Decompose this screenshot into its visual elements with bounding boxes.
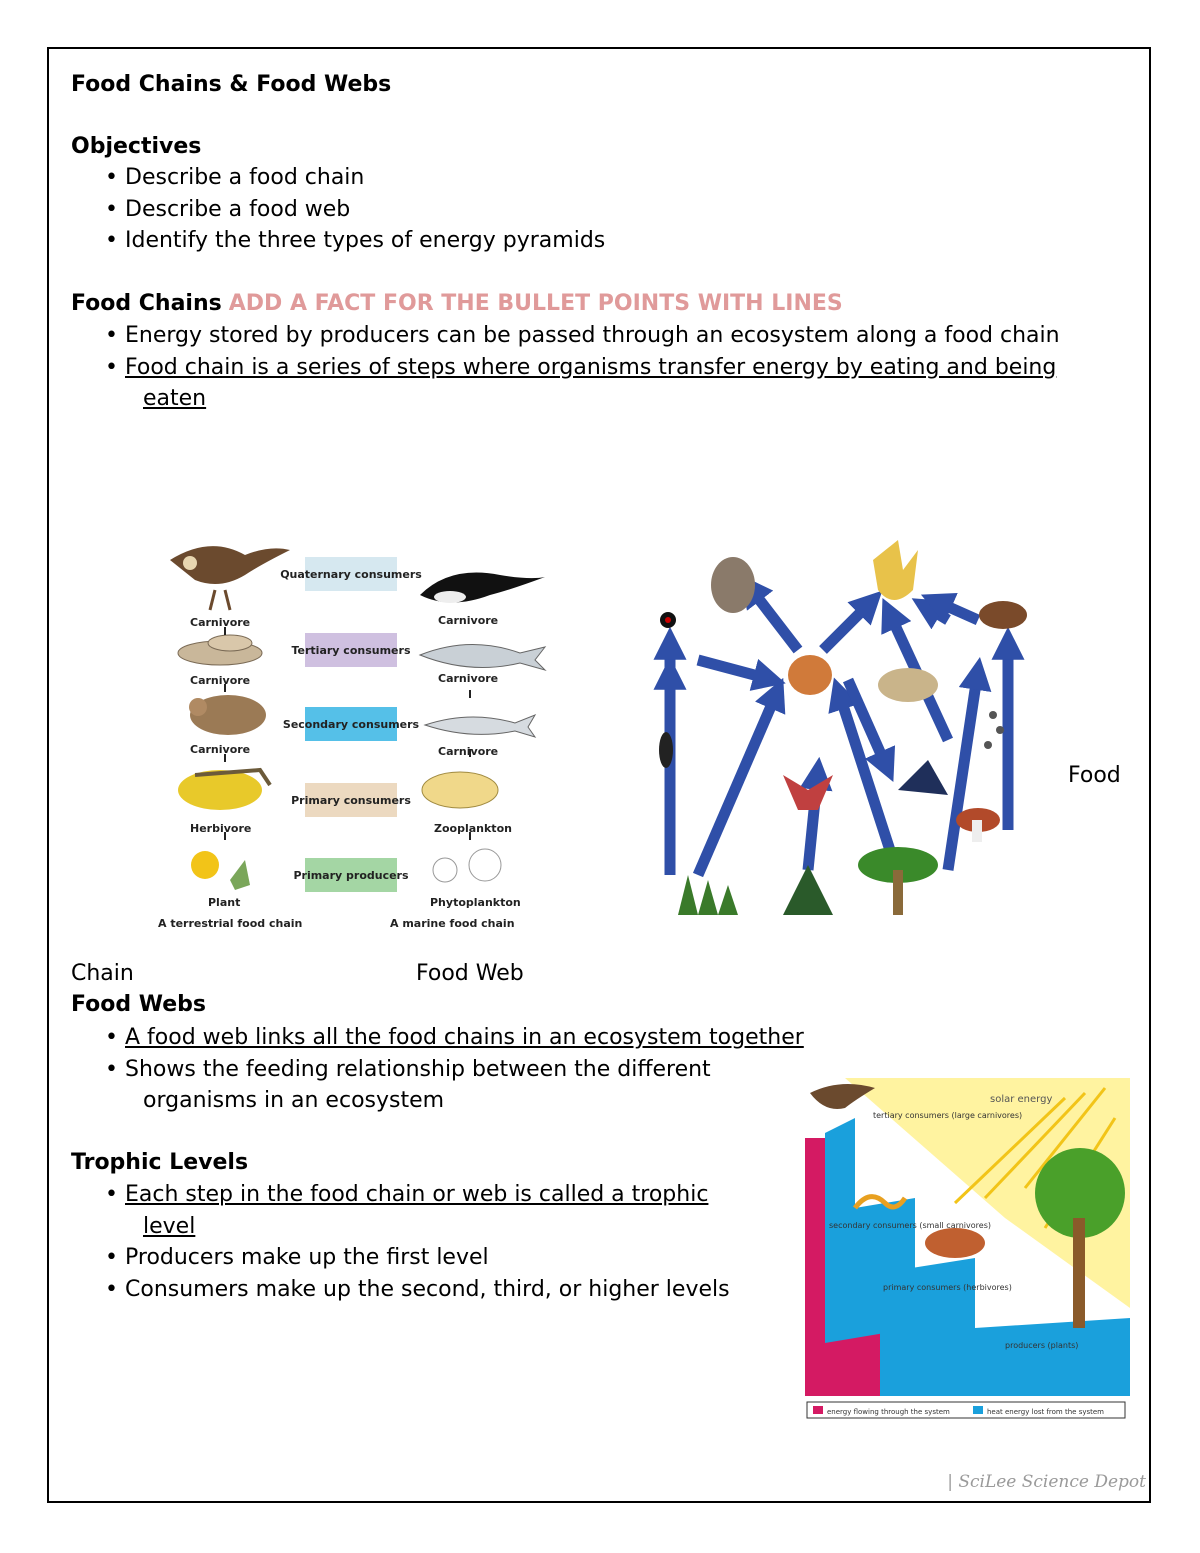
food-web-caption: Food Web: [416, 961, 524, 986]
level-label-quaternary: Quaternary consumers: [280, 568, 422, 581]
legend-heat-text: heat energy lost from the system: [987, 1408, 1104, 1416]
food-webs-list: [71, 1022, 804, 1117]
page-title: Food Chains & Food Webs: [71, 72, 392, 97]
seeds-icon: [984, 711, 1004, 749]
level-label-tertiary: Tertiary consumers: [291, 644, 411, 657]
raccoon-icon: [711, 557, 755, 613]
right-label-1: Carnivore: [438, 614, 499, 627]
level-label-primary: Primary consumers: [291, 794, 411, 807]
terrestrial-caption: A terrestrial food chain: [158, 917, 303, 930]
list-item: • A food web links all the food chains in an ecosystem together: [105, 1025, 804, 1050]
left-label-3: Carnivore: [190, 743, 251, 756]
food-caption: Food: [1068, 763, 1121, 788]
mushroom-icon: [956, 808, 1000, 842]
list-item: • Describe a food web: [105, 196, 351, 222]
tertiary-label: tertiary consumers (large carnivores): [873, 1111, 1023, 1120]
hawk-icon: [170, 546, 290, 610]
level-label-producers: Primary producers: [293, 869, 409, 882]
list-item: • Identify the three types of energy pyramids: [105, 228, 606, 253]
left-label-4: Herbivore: [190, 822, 252, 835]
tree-icon: [858, 847, 938, 915]
zooplankton-icon: [422, 772, 498, 808]
producers-step: [975, 1318, 1130, 1396]
orca-icon: [420, 573, 545, 604]
ant-icon: [659, 732, 673, 768]
shrub-icon: [783, 865, 833, 915]
phytoplankton-icon: [433, 849, 501, 882]
mole-icon: [979, 601, 1027, 629]
butterfly-icon: [898, 760, 948, 795]
food-webs-heading: Food Webs: [71, 992, 207, 1017]
squirrel-icon: [788, 655, 832, 695]
food-web-diagram: [648, 540, 1038, 925]
marine-caption: A marine food chain: [390, 917, 515, 930]
small-fish-icon: [425, 715, 535, 737]
food-chains-heading-row: [71, 288, 843, 319]
grass-icon: [678, 875, 738, 915]
legend-energy-text: energy flowing through the system: [827, 1408, 950, 1416]
list-item: • Consumers make up the second, third, or higher levels: [105, 1276, 730, 1302]
right-label-3: Carnivore: [438, 745, 499, 758]
food-chain-diagram: [150, 535, 550, 935]
list-item: • Shows the feeding relationship between the different organisms in an ecosystem: [105, 1056, 711, 1113]
owl-icon: [873, 540, 918, 600]
solar-energy-label: solar energy: [990, 1094, 1053, 1105]
list-item: • Describe a food chain: [105, 165, 365, 190]
legend-swatch-heat: [973, 1406, 983, 1414]
left-label-1: Carnivore: [190, 616, 251, 629]
food-chains-list: [71, 320, 1060, 415]
list-item: • Each step in the food chain or web is called a trophic level: [105, 1182, 709, 1239]
left-label-5: Plant: [208, 896, 241, 909]
chain-caption: Chain: [71, 961, 134, 986]
level-label-secondary: Secondary consumers: [282, 718, 420, 731]
food-web-arrows: [670, 585, 1008, 875]
moth-icon: [783, 775, 833, 810]
trophic-levels-heading: Trophic Levels: [71, 1150, 249, 1175]
objectives-heading: Objectives: [71, 134, 202, 159]
right-label-4: Zooplankton: [434, 822, 512, 835]
food-chains-heading: Food Chains: [71, 291, 222, 316]
cow-icon: [925, 1228, 985, 1258]
grasshopper-icon: [178, 770, 270, 810]
spider-icon: [660, 612, 676, 628]
toad-icon: [878, 668, 938, 702]
legend-swatch-energy: [813, 1406, 823, 1414]
swordfish-icon: [420, 644, 545, 670]
mouse-icon: [189, 695, 266, 735]
primary-label: primary consumers (herbivores): [883, 1283, 1012, 1292]
snake-icon: [178, 635, 262, 665]
list-item: • Food chain is a series of steps where organisms transfer energy by eating and being eaten: [105, 354, 1057, 411]
list-item: • Producers make up the first level: [105, 1245, 489, 1270]
left-label-2: Carnivore: [190, 674, 251, 687]
plant-icon: [191, 851, 250, 890]
right-label-2: Carnivore: [438, 672, 499, 685]
objectives-list: [71, 162, 605, 257]
footer-credit: | SciLee Science Depot: [947, 1472, 1146, 1492]
instruction-note: ADD A FACT FOR THE BULLET POINTS WITH LINES: [228, 291, 843, 316]
secondary-label: secondary consumers (small carnivores): [829, 1221, 991, 1230]
producers-label: producers (plants): [1005, 1341, 1079, 1350]
right-label-5: Phytoplankton: [430, 896, 521, 909]
list-item: • Energy stored by producers can be passed through an ecosystem along a food chain: [105, 323, 1060, 348]
primary-step: [880, 1258, 975, 1396]
energy-pyramid-diagram: [805, 1078, 1130, 1420]
trophic-levels-list: [71, 1179, 730, 1305]
